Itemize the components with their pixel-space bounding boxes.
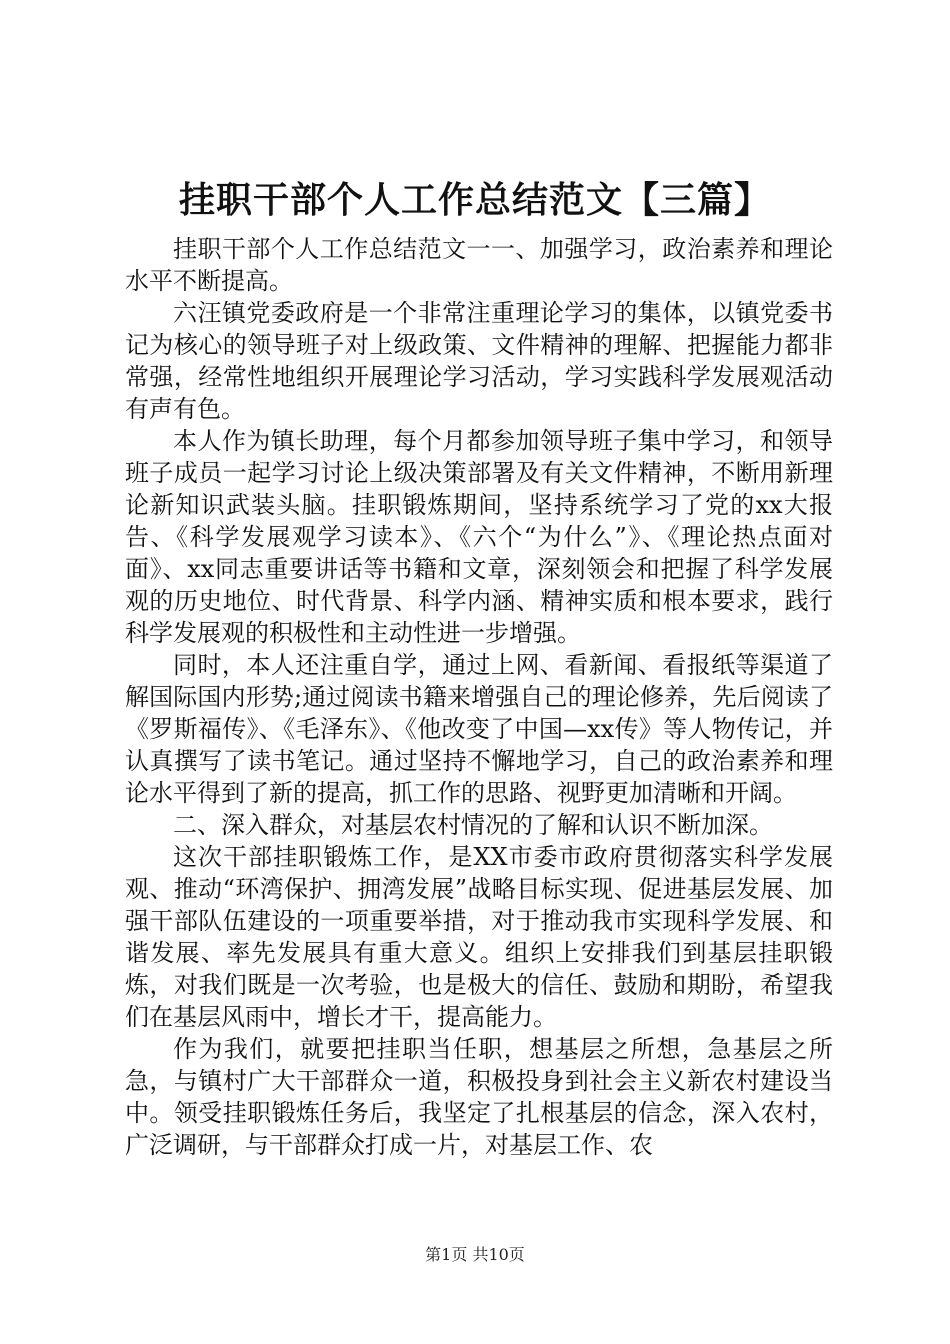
document-title: 挂职干部个人工作总结范文【三篇】: [178, 179, 771, 221]
paragraph: 这次干部挂职锻炼工作，是XX市委市政府贯彻落实科学发展观、推动“环湾保护、拥湾发展”战略目标实现、促进基层发展、加强干部队伍建设的一项重要举措，对于推动我市实现科学发展、和谐发展、率先发展具有重大意义。组织上安排我们到基层挂职锻炼，对我们既是一次考验，也是极大的信任、鼓励和期盼，希望我们在基层风雨中，增长才干，提高能力。: [125, 843, 833, 1031]
paragraph: 挂职干部个人工作总结范文一一、加强学习，政治素养和理论水平不断提高。: [125, 235, 833, 295]
paragraph: 本人作为镇长助理，每个月都参加领导班子集中学习，和领导班子成员一起学习讨论上级决策部署及有关文件精神，不断用新理论新知识武装头脑。挂职锻炼期间，坚持系统学习了党的xx大报告、《科学发展观学习读本》、《六个“为什么”》、《理论热点面对面》、xx同志重要讲话等书籍和文章，深刻领会和把握了科学发展观的历史地位、时代背景、科学内涵、精神实质和根本要求，践行科学发展观的积极性和主动性进一步增强。: [125, 427, 833, 647]
section-heading: 二、深入群众，对基层农村情况的了解和认识不断加深。: [173, 811, 773, 839]
page-footer: 第1页 共10页: [425, 1245, 525, 1264]
paragraph: 同时，本人还注重自学，通过上网、看新闻、看报纸等渠道了解国际国内形势;通过阅读书籍来增强自己的理论修养，先后阅读了《罗斯福传》、《毛泽东》、《他改变了中国—xx传》等人物传记，并认真撰写了读书笔记。通过坚持不懈地学习，自己的政治素养和理论水平得到了新的提高，抓工作的思路、视野更加清晰和开阔。: [125, 651, 833, 807]
paragraph: 六汪镇党委政府是一个非常注重理论学习的集体，以镇党委书记为核心的领导班子对上级政策、文件精神的理解、把握能力都非常强，经常性地组织开展理论学习活动，学习实践科学发展观活动有声有色。: [125, 299, 833, 423]
paragraph: 作为我们，就要把挂职当任职，想基层之所想，急基层之所急，与镇村广大干部群众一道，积极投身到社会主义新农村建设当中。领受挂职锻炼任务后，我坚定了扎根基层的信念，深入农村，广泛调研，与干部群众打成一片，对基层工作、农: [125, 1035, 833, 1159]
document-body: [125, 233, 833, 1161]
